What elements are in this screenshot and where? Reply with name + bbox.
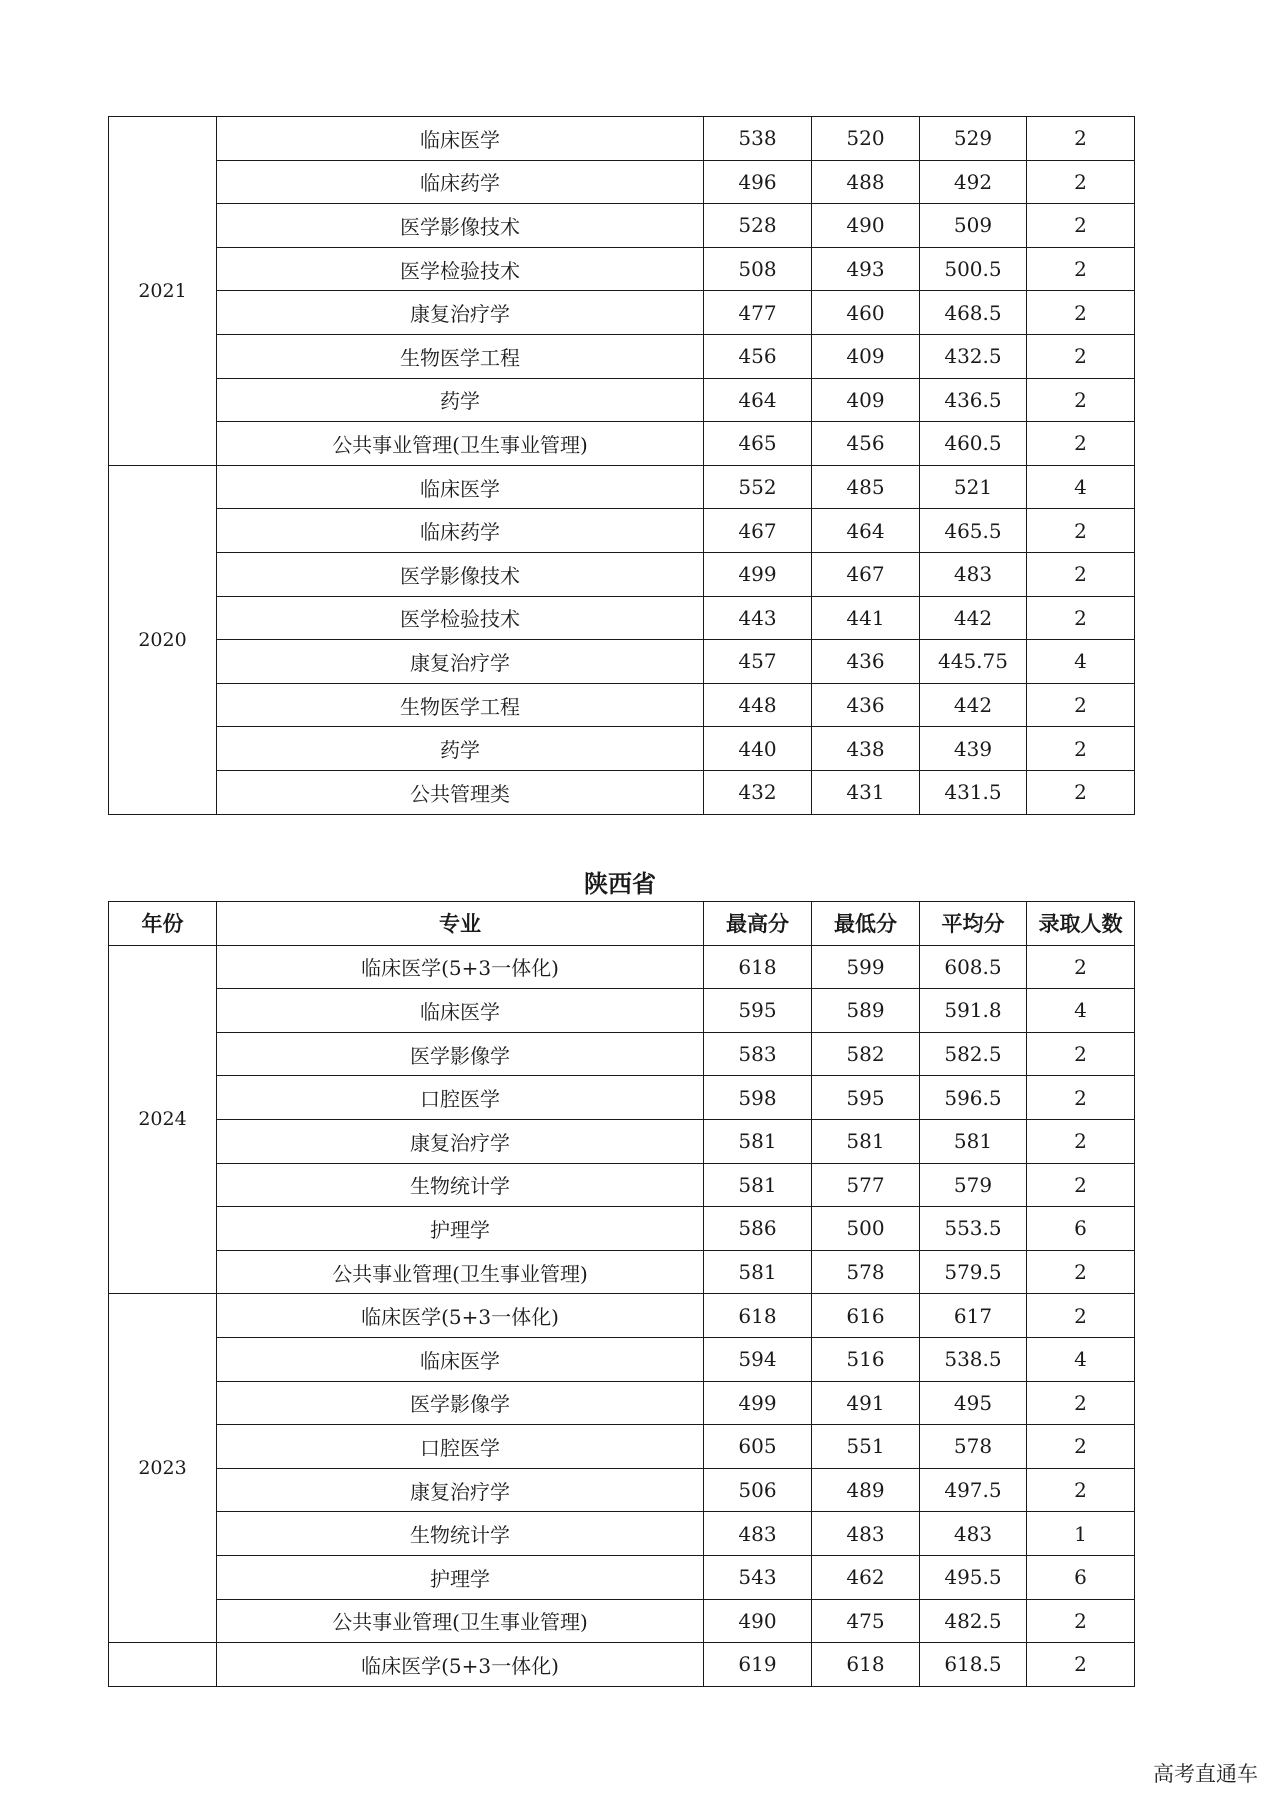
min-score-cell: 431 [812, 770, 920, 814]
major-cell: 康复治疗学 [217, 291, 704, 335]
min-score-cell: 581 [812, 1119, 920, 1163]
major-cell: 公共管理类 [217, 770, 704, 814]
avg-score-cell: 582.5 [920, 1032, 1027, 1076]
avg-score-cell: 442 [920, 596, 1027, 640]
avg-score-cell: 442 [920, 683, 1027, 727]
table-row [109, 1076, 1135, 1120]
admitted-count-cell: 2 [1027, 291, 1135, 335]
admitted-count-cell: 2 [1027, 117, 1135, 161]
major-cell: 康复治疗学 [217, 1468, 704, 1512]
admitted-count-cell: 2 [1027, 1381, 1135, 1425]
major-cell: 临床医学 [217, 117, 704, 161]
admitted-count-cell: 2 [1027, 552, 1135, 596]
min-score-cell: 516 [812, 1337, 920, 1381]
min-score-cell: 500 [812, 1207, 920, 1251]
table-title-shaanxi: 陕西省 [584, 870, 656, 898]
max-score-cell: 477 [704, 291, 812, 335]
table-row [109, 1207, 1135, 1251]
avg-score-cell: 578 [920, 1425, 1027, 1469]
header-major: 专业 [217, 902, 704, 946]
table-row [109, 989, 1135, 1033]
max-score-cell: 457 [704, 640, 812, 684]
table-row [109, 1643, 1135, 1687]
table-row [109, 378, 1135, 422]
major-cell: 医学影像技术 [217, 204, 704, 248]
table-row [109, 945, 1135, 989]
major-cell: 医学影像学 [217, 1381, 704, 1425]
min-score-cell: 460 [812, 291, 920, 335]
header-max-score: 最高分 [704, 902, 812, 946]
max-score-cell: 618 [704, 1294, 812, 1338]
admitted-count-cell: 2 [1027, 1250, 1135, 1294]
admitted-count-cell: 2 [1027, 770, 1135, 814]
avg-score-cell: 581 [920, 1119, 1027, 1163]
min-score-cell: 409 [812, 378, 920, 422]
major-cell: 医学检验技术 [217, 596, 704, 640]
admitted-count-cell: 2 [1027, 334, 1135, 378]
major-cell: 临床医学 [217, 989, 704, 1033]
min-score-cell: 578 [812, 1250, 920, 1294]
admitted-count-cell: 2 [1027, 596, 1135, 640]
admitted-count-cell: 2 [1027, 1294, 1135, 1338]
avg-score-cell: 492 [920, 160, 1027, 204]
max-score-cell: 581 [704, 1119, 812, 1163]
major-cell: 生物统计学 [217, 1163, 704, 1207]
table-row [109, 683, 1135, 727]
table-row [109, 1163, 1135, 1207]
table-row [109, 1119, 1135, 1163]
table-row [109, 596, 1135, 640]
min-score-cell: 438 [812, 727, 920, 771]
max-score-cell: 605 [704, 1425, 812, 1469]
max-score-cell: 432 [704, 770, 812, 814]
major-cell: 医学检验技术 [217, 247, 704, 291]
admitted-count-cell: 4 [1027, 989, 1135, 1033]
admitted-count-cell: 2 [1027, 1599, 1135, 1643]
avg-score-cell: 432.5 [920, 334, 1027, 378]
table-row [109, 509, 1135, 553]
min-score-cell: 582 [812, 1032, 920, 1076]
year-cell: 2023 [109, 1294, 217, 1643]
avg-score-cell: 500.5 [920, 247, 1027, 291]
major-cell: 临床药学 [217, 160, 704, 204]
table-row [109, 247, 1135, 291]
max-score-cell: 581 [704, 1250, 812, 1294]
admitted-count-cell: 2 [1027, 1643, 1135, 1687]
min-score-cell: 456 [812, 422, 920, 466]
header-year: 年份 [109, 902, 217, 946]
admitted-count-cell: 2 [1027, 1468, 1135, 1512]
major-cell: 临床医学 [217, 1337, 704, 1381]
max-score-cell: 552 [704, 465, 812, 509]
max-score-cell: 543 [704, 1555, 812, 1599]
major-cell: 生物统计学 [217, 1512, 704, 1556]
major-cell: 护理学 [217, 1207, 704, 1251]
max-score-cell: 595 [704, 989, 812, 1033]
table-row [109, 727, 1135, 771]
major-cell: 康复治疗学 [217, 1119, 704, 1163]
avg-score-cell: 483 [920, 1512, 1027, 1556]
max-score-cell: 456 [704, 334, 812, 378]
avg-score-cell: 468.5 [920, 291, 1027, 335]
max-score-cell: 583 [704, 1032, 812, 1076]
min-score-cell: 467 [812, 552, 920, 596]
avg-score-cell: 483 [920, 552, 1027, 596]
avg-score-cell: 495 [920, 1381, 1027, 1425]
header-min-score: 最低分 [812, 902, 920, 946]
min-score-cell: 462 [812, 1555, 920, 1599]
table-row [109, 465, 1135, 509]
admitted-count-cell: 1 [1027, 1512, 1135, 1556]
admitted-count-cell: 2 [1027, 1119, 1135, 1163]
max-score-cell: 581 [704, 1163, 812, 1207]
avg-score-cell: 591.8 [920, 989, 1027, 1033]
table-row [109, 204, 1135, 248]
avg-score-cell: 617 [920, 1294, 1027, 1338]
avg-score-cell: 529 [920, 117, 1027, 161]
table-row [109, 1555, 1135, 1599]
avg-score-cell: 608.5 [920, 945, 1027, 989]
major-cell: 口腔医学 [217, 1425, 704, 1469]
max-score-cell: 496 [704, 160, 812, 204]
admitted-count-cell: 2 [1027, 683, 1135, 727]
max-score-cell: 440 [704, 727, 812, 771]
admission-table-shaanxi [108, 901, 1135, 1687]
table-row [109, 1337, 1135, 1381]
max-score-cell: 443 [704, 596, 812, 640]
min-score-cell: 464 [812, 509, 920, 553]
admitted-count-cell: 2 [1027, 378, 1135, 422]
admitted-count-cell: 6 [1027, 1207, 1135, 1251]
table-row [109, 117, 1135, 161]
avg-score-cell: 497.5 [920, 1468, 1027, 1512]
min-score-cell: 489 [812, 1468, 920, 1512]
avg-score-cell: 460.5 [920, 422, 1027, 466]
major-cell: 医学影像技术 [217, 552, 704, 596]
major-cell: 生物医学工程 [217, 683, 704, 727]
table-row [109, 422, 1135, 466]
table-body [109, 945, 1135, 1686]
admitted-count-cell: 2 [1027, 509, 1135, 553]
admitted-count-cell: 2 [1027, 422, 1135, 466]
major-cell: 康复治疗学 [217, 640, 704, 684]
min-score-cell: 618 [812, 1643, 920, 1687]
avg-score-cell: 579.5 [920, 1250, 1027, 1294]
admitted-count-cell: 2 [1027, 204, 1135, 248]
year-cell: 2024 [109, 945, 217, 1294]
avg-score-cell: 521 [920, 465, 1027, 509]
table-row [109, 291, 1135, 335]
admitted-count-cell: 2 [1027, 1076, 1135, 1120]
header-avg-score: 平均分 [920, 902, 1027, 946]
max-score-cell: 508 [704, 247, 812, 291]
max-score-cell: 464 [704, 378, 812, 422]
avg-score-cell: 596.5 [920, 1076, 1027, 1120]
major-cell: 药学 [217, 378, 704, 422]
major-cell: 生物医学工程 [217, 334, 704, 378]
year-cell [109, 1643, 217, 1687]
max-score-cell: 598 [704, 1076, 812, 1120]
max-score-cell: 586 [704, 1207, 812, 1251]
admitted-count-cell: 2 [1027, 945, 1135, 989]
max-score-cell: 490 [704, 1599, 812, 1643]
max-score-cell: 528 [704, 204, 812, 248]
table-row [109, 1599, 1135, 1643]
admitted-count-cell: 4 [1027, 1337, 1135, 1381]
max-score-cell: 618 [704, 945, 812, 989]
avg-score-cell: 618.5 [920, 1643, 1027, 1687]
table-row [109, 770, 1135, 814]
avg-score-cell: 538.5 [920, 1337, 1027, 1381]
min-score-cell: 490 [812, 204, 920, 248]
max-score-cell: 506 [704, 1468, 812, 1512]
avg-score-cell: 509 [920, 204, 1027, 248]
table-row [109, 1250, 1135, 1294]
admitted-count-cell: 2 [1027, 1163, 1135, 1207]
admission-table-continued [108, 116, 1135, 815]
min-score-cell: 595 [812, 1076, 920, 1120]
admitted-count-cell: 2 [1027, 727, 1135, 771]
max-score-cell: 594 [704, 1337, 812, 1381]
min-score-cell: 475 [812, 1599, 920, 1643]
avg-score-cell: 431.5 [920, 770, 1027, 814]
avg-score-cell: 579 [920, 1163, 1027, 1207]
avg-score-cell: 445.75 [920, 640, 1027, 684]
max-score-cell: 499 [704, 552, 812, 596]
watermark: 高考直通车 [1153, 1762, 1258, 1786]
major-cell: 公共事业管理(卫生事业管理) [217, 1599, 704, 1643]
admitted-count-cell: 4 [1027, 465, 1135, 509]
min-score-cell: 577 [812, 1163, 920, 1207]
table-row [109, 552, 1135, 596]
header-admitted-count: 录取人数 [1027, 902, 1135, 946]
max-score-cell: 448 [704, 683, 812, 727]
avg-score-cell: 495.5 [920, 1555, 1027, 1599]
major-cell: 药学 [217, 727, 704, 771]
admitted-count-cell: 6 [1027, 1555, 1135, 1599]
major-cell: 医学影像学 [217, 1032, 704, 1076]
avg-score-cell: 553.5 [920, 1207, 1027, 1251]
table-row [109, 640, 1135, 684]
major-cell: 临床医学 [217, 465, 704, 509]
major-cell: 口腔医学 [217, 1076, 704, 1120]
table-row [109, 1381, 1135, 1425]
table-row [109, 1468, 1135, 1512]
avg-score-cell: 482.5 [920, 1599, 1027, 1643]
min-score-cell: 491 [812, 1381, 920, 1425]
min-score-cell: 483 [812, 1512, 920, 1556]
admitted-count-cell: 2 [1027, 1032, 1135, 1076]
table-row [109, 1512, 1135, 1556]
table-row [109, 1425, 1135, 1469]
year-cell: 2020 [109, 465, 217, 814]
table-row [109, 160, 1135, 204]
header-row [109, 902, 1135, 946]
admitted-count-cell: 4 [1027, 640, 1135, 684]
min-score-cell: 551 [812, 1425, 920, 1469]
table-body [109, 117, 1135, 815]
major-cell: 临床医学(5+3一体化) [217, 1294, 704, 1338]
avg-score-cell: 436.5 [920, 378, 1027, 422]
max-score-cell: 467 [704, 509, 812, 553]
admitted-count-cell: 2 [1027, 160, 1135, 204]
avg-score-cell: 465.5 [920, 509, 1027, 553]
min-score-cell: 616 [812, 1294, 920, 1338]
admitted-count-cell: 2 [1027, 247, 1135, 291]
min-score-cell: 409 [812, 334, 920, 378]
max-score-cell: 483 [704, 1512, 812, 1556]
table-row [109, 1294, 1135, 1338]
major-cell: 公共事业管理(卫生事业管理) [217, 422, 704, 466]
table-row [109, 334, 1135, 378]
max-score-cell: 538 [704, 117, 812, 161]
min-score-cell: 485 [812, 465, 920, 509]
major-cell: 临床药学 [217, 509, 704, 553]
min-score-cell: 520 [812, 117, 920, 161]
admitted-count-cell: 2 [1027, 1425, 1135, 1469]
max-score-cell: 499 [704, 1381, 812, 1425]
max-score-cell: 619 [704, 1643, 812, 1687]
max-score-cell: 465 [704, 422, 812, 466]
avg-score-cell: 439 [920, 727, 1027, 771]
table-row [109, 1032, 1135, 1076]
major-cell: 临床医学(5+3一体化) [217, 945, 704, 989]
min-score-cell: 589 [812, 989, 920, 1033]
major-cell: 临床医学(5+3一体化) [217, 1643, 704, 1687]
min-score-cell: 441 [812, 596, 920, 640]
major-cell: 护理学 [217, 1555, 704, 1599]
min-score-cell: 493 [812, 247, 920, 291]
major-cell: 公共事业管理(卫生事业管理) [217, 1250, 704, 1294]
year-cell: 2021 [109, 117, 217, 466]
min-score-cell: 436 [812, 683, 920, 727]
min-score-cell: 436 [812, 640, 920, 684]
min-score-cell: 488 [812, 160, 920, 204]
min-score-cell: 599 [812, 945, 920, 989]
